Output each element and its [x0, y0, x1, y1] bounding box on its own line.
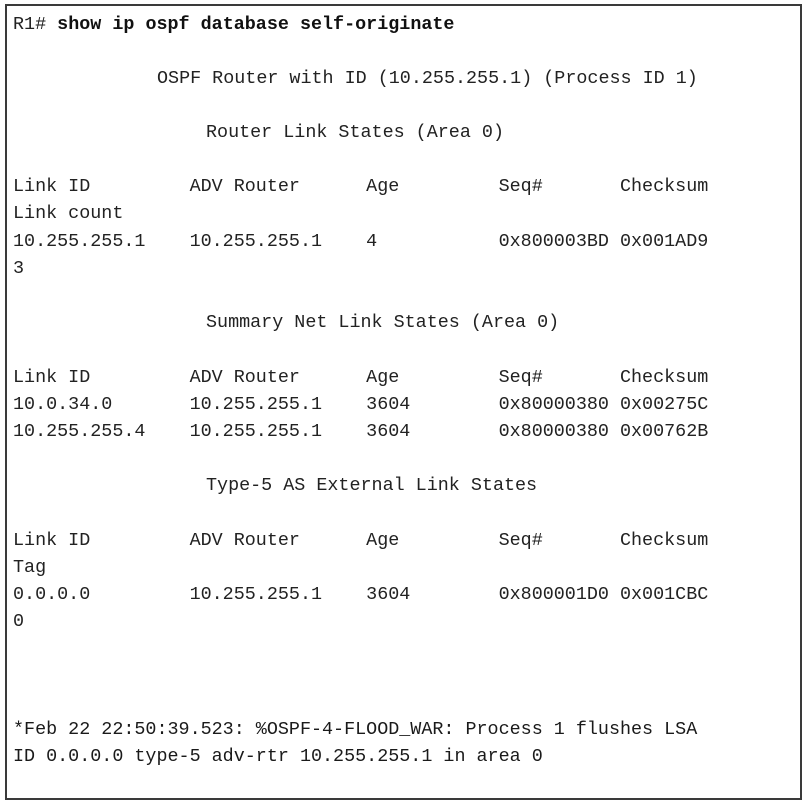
router-link-states-title: Router Link States (Area 0) — [206, 122, 504, 143]
external-link-states-header-extra: Tag — [13, 557, 47, 578]
ospf-router-header: OSPF Router with ID (10.255.255.1) (Process ID 1) — [157, 68, 698, 89]
summary-net-link-states-header: Link ID ADV Router Age Seq# Checksum — [13, 367, 709, 388]
terminal-output-frame — [5, 4, 802, 800]
table-row: 10.255.255.1 10.255.255.1 4 0x800003BD 0x001AD9 — [13, 231, 709, 252]
router-link-states-header-extra: Link count — [13, 203, 124, 224]
command-line — [13, 14, 454, 36]
external-link-states-header: Link ID ADV Router Age Seq# Checksum — [13, 530, 709, 551]
log-message-line-1: *Feb 22 22:50:39.523: %OSPF-4-FLOOD_WAR: Process 1 flushes LSA — [13, 719, 698, 740]
summary-net-link-states-title: Summary Net Link States (Area 0) — [206, 312, 560, 333]
router-link-states-header: Link ID ADV Router Age Seq# Checksum — [13, 176, 709, 197]
cli-prompt: R1# — [13, 14, 47, 35]
table-row-extra: 3 — [13, 258, 25, 279]
table-row: 0.0.0.0 10.255.255.1 3604 0x800001D0 0x001CBC — [13, 584, 709, 605]
table-row: 10.0.34.0 10.255.255.1 3604 0x80000380 0x00275C — [13, 394, 709, 415]
table-row: 10.255.255.4 10.255.255.1 3604 0x80000380 0x00762B — [13, 421, 709, 442]
log-message-line-2: ID 0.0.0.0 type-5 adv-rtr 10.255.255.1 in area 0 — [13, 746, 543, 767]
external-link-states-title: Type-5 AS External Link States — [206, 475, 538, 496]
table-row-extra: 0 — [13, 611, 25, 632]
cli-command: show ip ospf database self-originate — [57, 14, 455, 35]
